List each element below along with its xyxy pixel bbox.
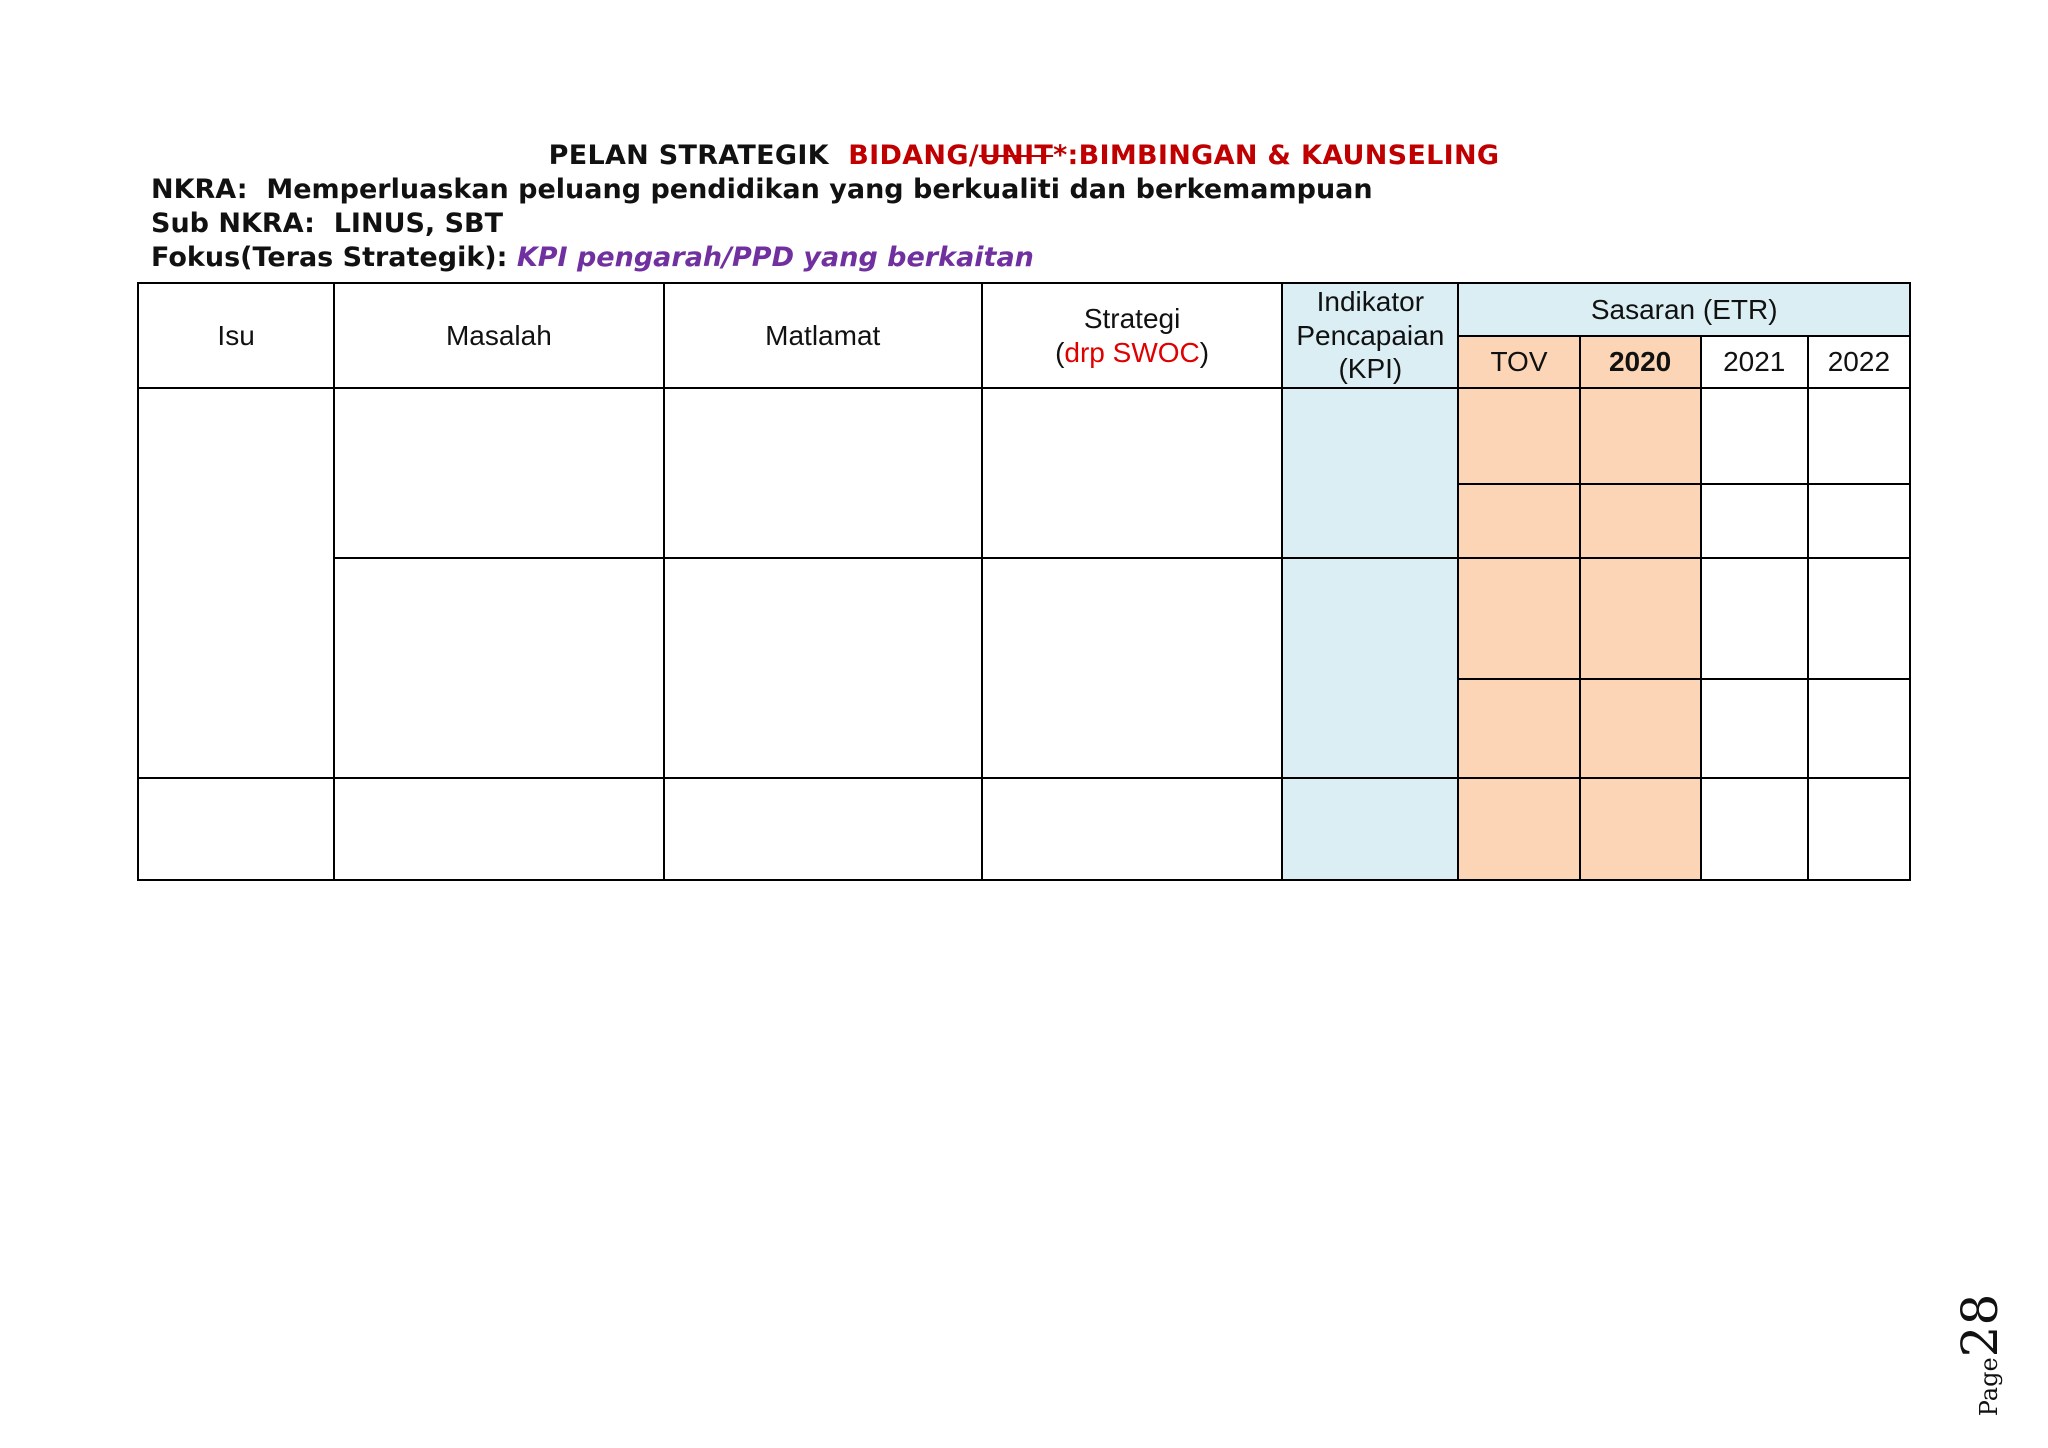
cell-strategi-1[interactable]	[982, 388, 1282, 558]
page-number	[1950, 1293, 2010, 1417]
nkra-text: Memperluaskan peluang pendidikan yang berkualiti dan berkemampuan	[266, 174, 1373, 205]
header-strategi-close: )	[1199, 336, 1210, 368]
cell-2022-3[interactable]	[1808, 778, 1910, 880]
header-strategi	[982, 283, 1282, 388]
cell-tov-1a[interactable]	[1458, 388, 1579, 484]
cell-2021-2b[interactable]	[1701, 679, 1808, 778]
cell-strategi-3[interactable]	[982, 778, 1282, 880]
cell-2022-2b[interactable]	[1808, 679, 1910, 778]
page-word: Page	[1975, 1357, 2003, 1417]
fokus-text: KPI pengarah/PPD yang berkaitan	[516, 242, 1034, 273]
header-kpi-line1: Indikator	[1316, 286, 1425, 318]
cell-2022-2a[interactable]	[1808, 558, 1910, 679]
cell-masalah-2[interactable]	[334, 558, 663, 778]
cell-strategi-2[interactable]	[982, 558, 1282, 778]
cell-2020-1a[interactable]	[1580, 388, 1701, 484]
strategic-plan-table	[137, 282, 1911, 881]
cell-2022-1b[interactable]	[1808, 484, 1910, 558]
cell-kpi-3[interactable]	[1282, 778, 1458, 880]
header-kpi-line2: Pencapaian	[1296, 319, 1445, 351]
nkra-label: NKRA:	[151, 174, 248, 205]
cell-isu-2[interactable]	[138, 778, 334, 880]
cell-matlamat-2[interactable]	[664, 558, 982, 778]
header-year-2022: 2022	[1808, 336, 1910, 388]
header-sasaran: Sasaran (ETR)	[1458, 283, 1910, 336]
header-strategi-label: Strategi	[1083, 302, 1181, 334]
title-prefix: PELAN STRATEGIK	[548, 140, 829, 171]
sub-nkra-text: LINUS, SBT	[333, 208, 504, 239]
nkra-line	[151, 174, 1373, 205]
cell-kpi-2[interactable]	[1282, 558, 1458, 778]
cell-masalah-1[interactable]	[334, 388, 663, 558]
table-row	[138, 388, 1910, 484]
sub-nkra-line	[151, 208, 503, 239]
cell-2020-1b[interactable]	[1580, 484, 1701, 558]
table-row	[138, 558, 1910, 679]
cell-tov-1b[interactable]	[1458, 484, 1579, 558]
page-title	[0, 140, 2048, 171]
fokus-line	[151, 242, 1034, 273]
cell-isu-1[interactable]	[138, 388, 334, 778]
header-year-2021: 2021	[1701, 336, 1808, 388]
cell-2021-2a[interactable]	[1701, 558, 1808, 679]
header-kpi-line3: (KPI)	[1338, 353, 1403, 385]
header-strategi-note-line	[983, 336, 1281, 370]
cell-2020-3[interactable]	[1580, 778, 1701, 880]
header-kpi	[1282, 283, 1458, 388]
cell-2021-1a[interactable]	[1701, 388, 1808, 484]
header-year-tov: TOV	[1458, 336, 1579, 388]
cell-masalah-3[interactable]	[334, 778, 663, 880]
fokus-label: Fokus(Teras Strategik):	[151, 242, 508, 273]
sub-nkra-label: Sub NKRA:	[151, 208, 315, 239]
title-unit-struck: UNIT	[978, 140, 1054, 171]
header-strategi-open: (	[1055, 336, 1065, 368]
header-masalah: Masalah	[334, 283, 663, 388]
page-number-text	[1951, 1294, 2009, 1417]
table-row	[138, 778, 1910, 880]
title-rest: *:BIMBINGAN & KAUNSELING	[1053, 140, 1500, 171]
cell-2020-2b[interactable]	[1580, 679, 1701, 778]
cell-kpi-1[interactable]	[1282, 388, 1458, 558]
title-bidang: BIDANG/	[848, 140, 979, 171]
header-matlamat: Matlamat	[664, 283, 982, 388]
cell-matlamat-1[interactable]	[664, 388, 982, 558]
header-year-2020: 2020	[1580, 336, 1701, 388]
header-isu: Isu	[138, 283, 334, 388]
cell-2022-1a[interactable]	[1808, 388, 1910, 484]
cell-tov-2b[interactable]	[1458, 679, 1579, 778]
cell-2021-3[interactable]	[1701, 778, 1808, 880]
cell-2021-1b[interactable]	[1701, 484, 1808, 558]
cell-2020-2a[interactable]	[1580, 558, 1701, 679]
cell-tov-2a[interactable]	[1458, 558, 1579, 679]
cell-tov-3[interactable]	[1458, 778, 1579, 880]
header-strategi-note: drp SWOC	[1064, 336, 1200, 368]
page-num: 28	[1951, 1293, 2009, 1358]
cell-matlamat-3[interactable]	[664, 778, 982, 880]
